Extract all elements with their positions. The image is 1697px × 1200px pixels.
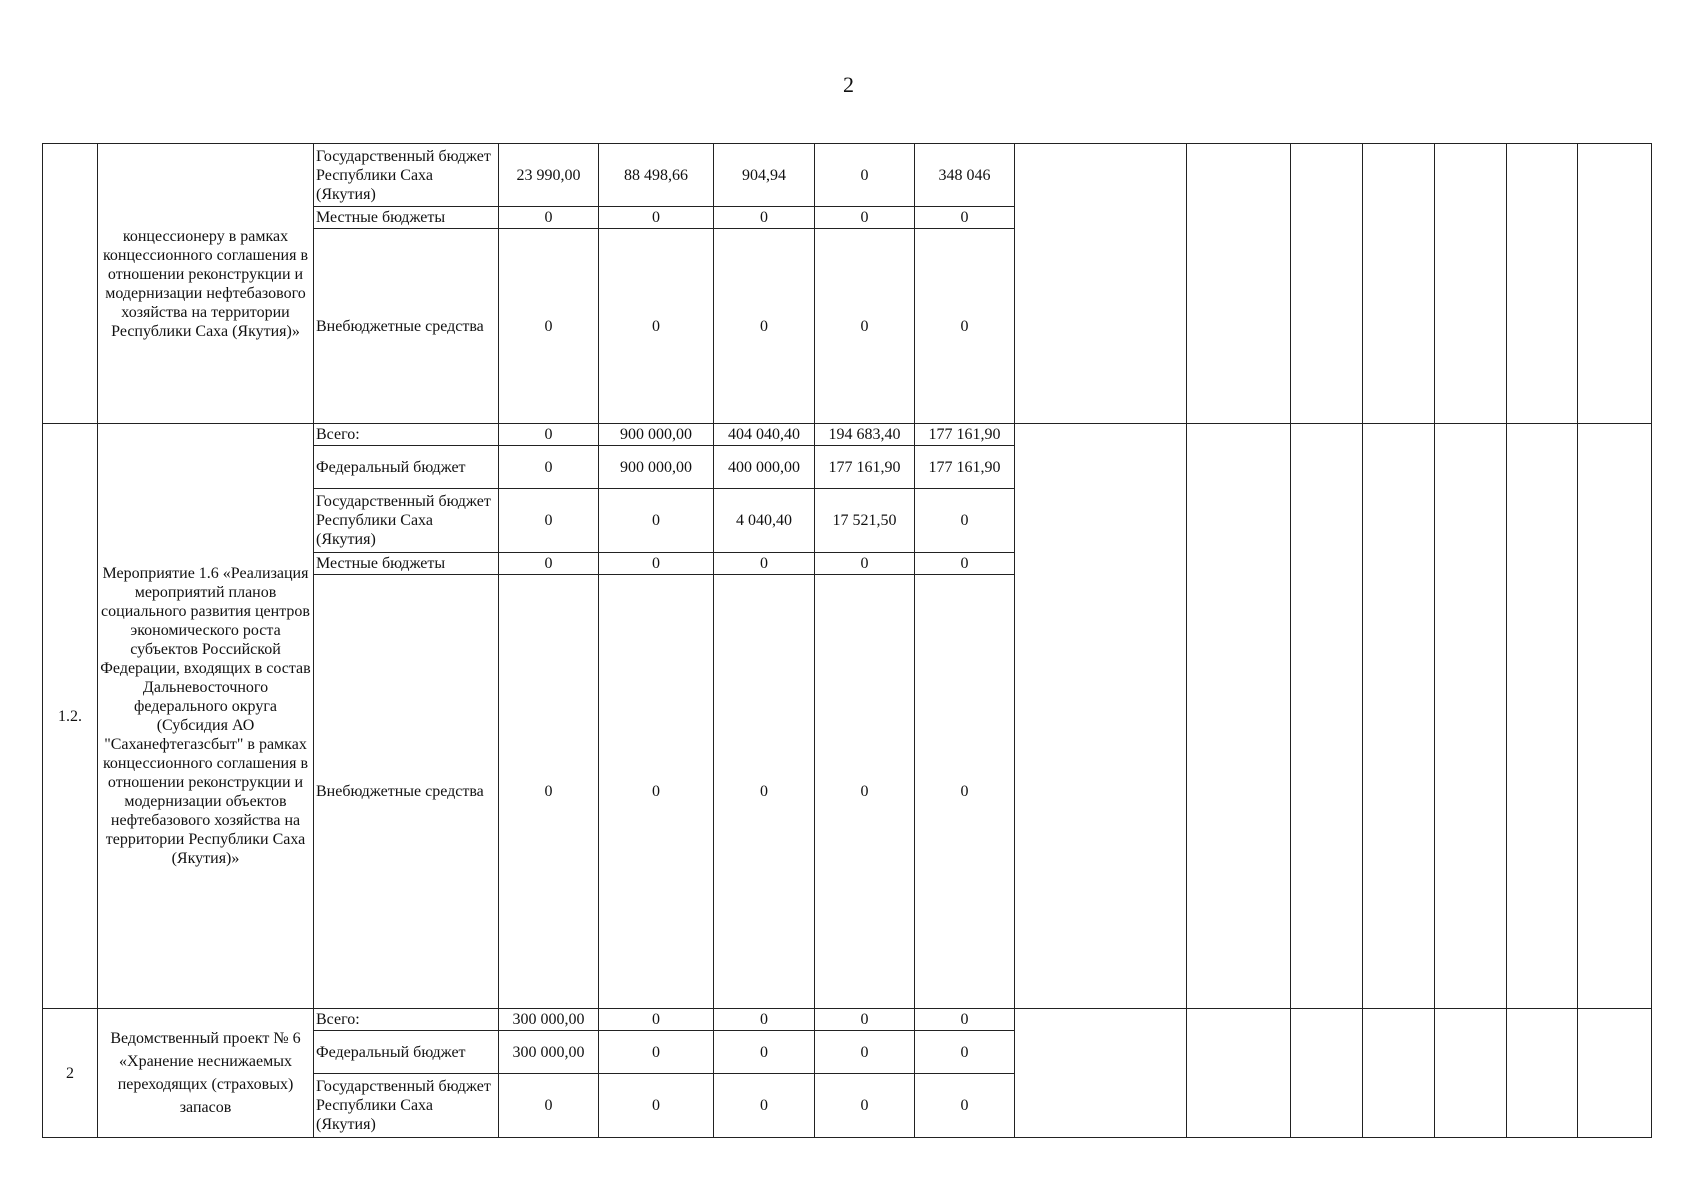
empty-cell [1507, 424, 1578, 1009]
empty-cell [1187, 144, 1291, 424]
value-cell: 194 683,40 [815, 424, 915, 446]
value-cell: 900 000,00 [599, 446, 714, 489]
value-cell: 0 [815, 553, 915, 575]
value-cell: 348 046 [915, 144, 1015, 207]
row-description: Ведомственный проект № 6 «Хранение неснижаемых переходящих (страховых) запасов [98, 1009, 314, 1138]
value-cell: 0 [915, 575, 1015, 1009]
empty-cell [1363, 1009, 1435, 1138]
row-index [43, 144, 98, 424]
value-cell: 0 [499, 207, 599, 229]
value-cell: 0 [499, 553, 599, 575]
value-cell: 0 [915, 1074, 1015, 1138]
value-cell: 0 [915, 207, 1015, 229]
empty-cell [1363, 144, 1435, 424]
value-cell: 0 [499, 489, 599, 553]
value-cell: 0 [815, 1031, 915, 1074]
empty-cell [1291, 424, 1363, 1009]
value-cell: 0 [915, 1031, 1015, 1074]
value-cell: 300 000,00 [499, 1009, 599, 1031]
value-cell: 0 [599, 229, 714, 424]
value-cell: 0 [915, 489, 1015, 553]
row-index: 2 [43, 1009, 98, 1138]
row-description: Мероприятие 1.6 «Реализация мероприятий планов социального развития центров экономического роста субъектов Российской Федерации, входящих в состав Дальневосточного федерального округа (Субсидия АО "Саханефтегазсбыт" в рамках концессионного соглашения в отношении реконструкции и модернизации объектов нефтебазового хозяйства на территории Республики Саха (Якутия)» [98, 424, 314, 1009]
value-cell: 0 [499, 446, 599, 489]
value-cell: 0 [815, 575, 915, 1009]
funding-source: Государственный бюджет Республики Саха (Якутия) [314, 144, 499, 207]
value-cell: 0 [815, 144, 915, 207]
value-cell: 0 [499, 575, 599, 1009]
funding-source: Внебюджетные средства [314, 575, 499, 1009]
empty-cell [1291, 144, 1363, 424]
value-cell: 0 [599, 489, 714, 553]
empty-cell [1363, 424, 1435, 1009]
value-cell: 0 [599, 575, 714, 1009]
value-cell: 300 000,00 [499, 1031, 599, 1074]
funding-source: Государственный бюджет Республики Саха (Якутия) [314, 489, 499, 553]
empty-cell [1578, 1009, 1652, 1138]
value-cell: 23 990,00 [499, 144, 599, 207]
value-cell: 177 161,90 [915, 446, 1015, 489]
table-row [43, 424, 1652, 446]
empty-cell [1507, 1009, 1578, 1138]
empty-cell [1291, 1009, 1363, 1138]
value-cell: 17 521,50 [815, 489, 915, 553]
funding-source: Внебюджетные средства [314, 229, 499, 424]
value-cell: 0 [915, 229, 1015, 424]
value-cell: 0 [915, 1009, 1015, 1031]
row-description: концессионеру в рамках концессионного соглашения в отношении реконструкции и модернизации нефтебазового хозяйства на территории Республики Саха (Якутия)» [98, 144, 314, 424]
value-cell: 0 [915, 553, 1015, 575]
value-cell: 400 000,00 [714, 446, 815, 489]
funding-source: Федеральный бюджет [314, 1031, 499, 1074]
value-cell: 0 [815, 229, 915, 424]
value-cell: 0 [599, 1009, 714, 1031]
value-cell: 900 000,00 [599, 424, 714, 446]
funding-source: Федеральный бюджет [314, 446, 499, 489]
empty-cell [1015, 144, 1187, 424]
row-index: 1.2. [43, 424, 98, 1009]
value-cell: 0 [714, 1074, 815, 1138]
value-cell: 0 [599, 1031, 714, 1074]
value-cell: 0 [599, 1074, 714, 1138]
funding-source: Всего: [314, 1009, 499, 1031]
value-cell: 0 [815, 1074, 915, 1138]
value-cell: 904,94 [714, 144, 815, 207]
funding-source: Местные бюджеты [314, 553, 499, 575]
funding-source: Всего: [314, 424, 499, 446]
empty-cell [1187, 424, 1291, 1009]
empty-cell [1015, 424, 1187, 1009]
empty-cell [1578, 144, 1652, 424]
empty-cell [1435, 1009, 1507, 1138]
empty-cell [1507, 144, 1578, 424]
value-cell: 177 161,90 [915, 424, 1015, 446]
value-cell: 0 [499, 424, 599, 446]
value-cell: 88 498,66 [599, 144, 714, 207]
page-number: 2 [843, 72, 854, 97]
value-cell: 404 040,40 [714, 424, 815, 446]
value-cell: 0 [714, 1009, 815, 1031]
value-cell: 0 [714, 207, 815, 229]
table-row [43, 144, 1652, 207]
funding-source: Государственный бюджет Республики Саха (Якутия) [314, 1074, 499, 1138]
value-cell: 177 161,90 [815, 446, 915, 489]
value-cell: 0 [714, 553, 815, 575]
empty-cell [1015, 1009, 1187, 1138]
empty-cell [1578, 424, 1652, 1009]
empty-cell [1435, 424, 1507, 1009]
value-cell: 0 [499, 229, 599, 424]
value-cell: 0 [815, 1009, 915, 1031]
value-cell: 0 [714, 229, 815, 424]
value-cell: 4 040,40 [714, 489, 815, 553]
value-cell: 0 [714, 575, 815, 1009]
empty-cell [1187, 1009, 1291, 1138]
value-cell: 0 [599, 553, 714, 575]
empty-cell [1435, 144, 1507, 424]
value-cell: 0 [815, 207, 915, 229]
value-cell: 0 [714, 1031, 815, 1074]
value-cell: 0 [499, 1074, 599, 1138]
funding-source: Местные бюджеты [314, 207, 499, 229]
value-cell: 0 [599, 207, 714, 229]
table-row [43, 1009, 1652, 1031]
budget-table [42, 143, 1652, 1138]
